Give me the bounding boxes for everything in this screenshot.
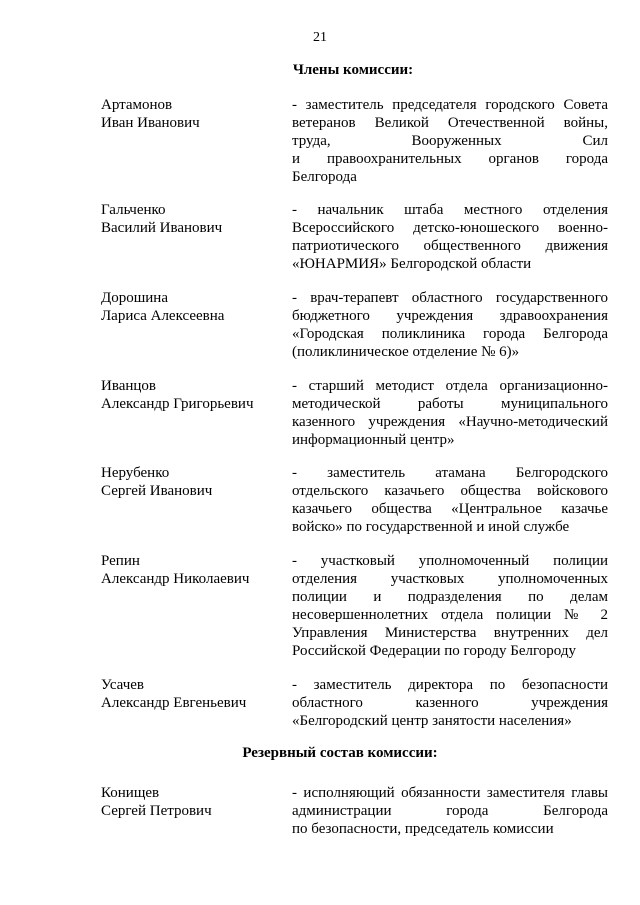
position-line: - исполняющий обязанности заместителя главы	[292, 785, 608, 801]
position-line: патриотического общественного движения	[292, 238, 608, 254]
position-line: «ЮНАРМИЯ» Белгородской области	[292, 256, 532, 272]
position-line: областного казенного учреждения	[292, 695, 608, 711]
position-line: отделения участковых уполномоченных	[292, 571, 608, 587]
position-line: Всероссийского детско-юношеского военно-	[292, 220, 608, 236]
position-line: - начальник штаба местного отделения	[292, 202, 608, 218]
member-given-names: Александр Григорьевич	[101, 396, 254, 412]
member-name	[101, 552, 281, 588]
member-surname: Гальченко	[101, 202, 166, 218]
member-position	[292, 676, 608, 730]
position-line: администрации города Белгорода	[292, 803, 608, 819]
member-surname: Дорошина	[101, 290, 168, 306]
member-name	[101, 464, 281, 500]
member-position	[292, 201, 608, 273]
position-line: казачьего общества «Центральное казачье	[292, 501, 608, 517]
position-line: (поликлиническое отделение № 6)»	[292, 344, 520, 360]
position-line: войско» по государственной и иной службе	[292, 519, 570, 535]
member-given-names: Александр Евгеньевич	[101, 695, 247, 711]
member-name	[101, 676, 281, 712]
position-line: методической работы муниципального	[292, 396, 608, 412]
position-line: ветеранов Великой Отечественной войны,	[292, 115, 608, 131]
position-line: Белгорода	[292, 169, 357, 185]
position-line: труда, Вооруженных Сил	[292, 133, 608, 149]
position-line: бюджетного учреждения здравоохранения	[292, 308, 608, 324]
member-position	[292, 552, 608, 660]
member-position	[292, 377, 608, 449]
member-given-names: Василий Иванович	[101, 220, 223, 236]
reserve-member-name	[101, 784, 281, 820]
member-surname: Репин	[101, 553, 140, 569]
position-line: Российской Федерации по городу Белгороду	[292, 643, 577, 659]
position-line: по безопасности, председатель комиссии	[292, 821, 554, 837]
position-line: «Белгородский центр занятости населения»	[292, 713, 572, 729]
position-line: Управления Министерства внутренних дел	[292, 625, 608, 641]
position-line: - заместитель атамана Белгородского	[292, 465, 608, 481]
position-line: полиции и подразделения по делам	[292, 589, 608, 605]
position-line: казенного учреждения «Научно-методический	[292, 414, 608, 430]
member-surname: Нерубенко	[101, 465, 170, 481]
member-name	[101, 377, 281, 413]
reserve-heading: Резервный состав комиссии:	[242, 745, 438, 761]
position-line: - заместитель председателя городского Совета	[292, 97, 608, 113]
member-surname: Артамонов	[101, 97, 173, 113]
position-line: - врач-терапевт областного государственного	[292, 290, 608, 306]
position-line: информационный центр»	[292, 432, 455, 448]
member-name	[101, 201, 281, 237]
position-line: - старший методист отдела организационно-	[292, 378, 608, 394]
reserve-member-position	[292, 784, 608, 838]
member-position	[292, 289, 608, 361]
member-surname: Иванцов	[101, 378, 157, 394]
position-line: и правоохранительных органов города	[292, 151, 608, 167]
member-surname: Усачев	[101, 677, 145, 693]
member-position	[292, 96, 608, 186]
page-number: 21	[313, 30, 327, 45]
reserve-member-surname: Конищев	[101, 785, 160, 801]
members-heading: Члены комиссии:	[292, 62, 414, 78]
position-line: отдельского казачьего общества войскового	[292, 483, 608, 499]
member-given-names: Лариса Алексеевна	[101, 308, 225, 324]
member-given-names: Иван Иванович	[101, 115, 200, 131]
member-given-names: Александр Николаевич	[101, 571, 250, 587]
member-given-names: Сергей Иванович	[101, 483, 213, 499]
position-line: «Городская поликлиника города Белгорода	[292, 326, 608, 342]
position-line: несовершеннолетних отдела полиции № 2	[292, 607, 608, 623]
member-name	[101, 96, 281, 132]
position-line: - заместитель директора по безопасности	[292, 677, 608, 693]
member-position	[292, 464, 608, 536]
member-name	[101, 289, 281, 325]
reserve-member-given-names: Сергей Петрович	[101, 803, 212, 819]
position-line: - участковый уполномоченный полиции	[292, 553, 608, 569]
